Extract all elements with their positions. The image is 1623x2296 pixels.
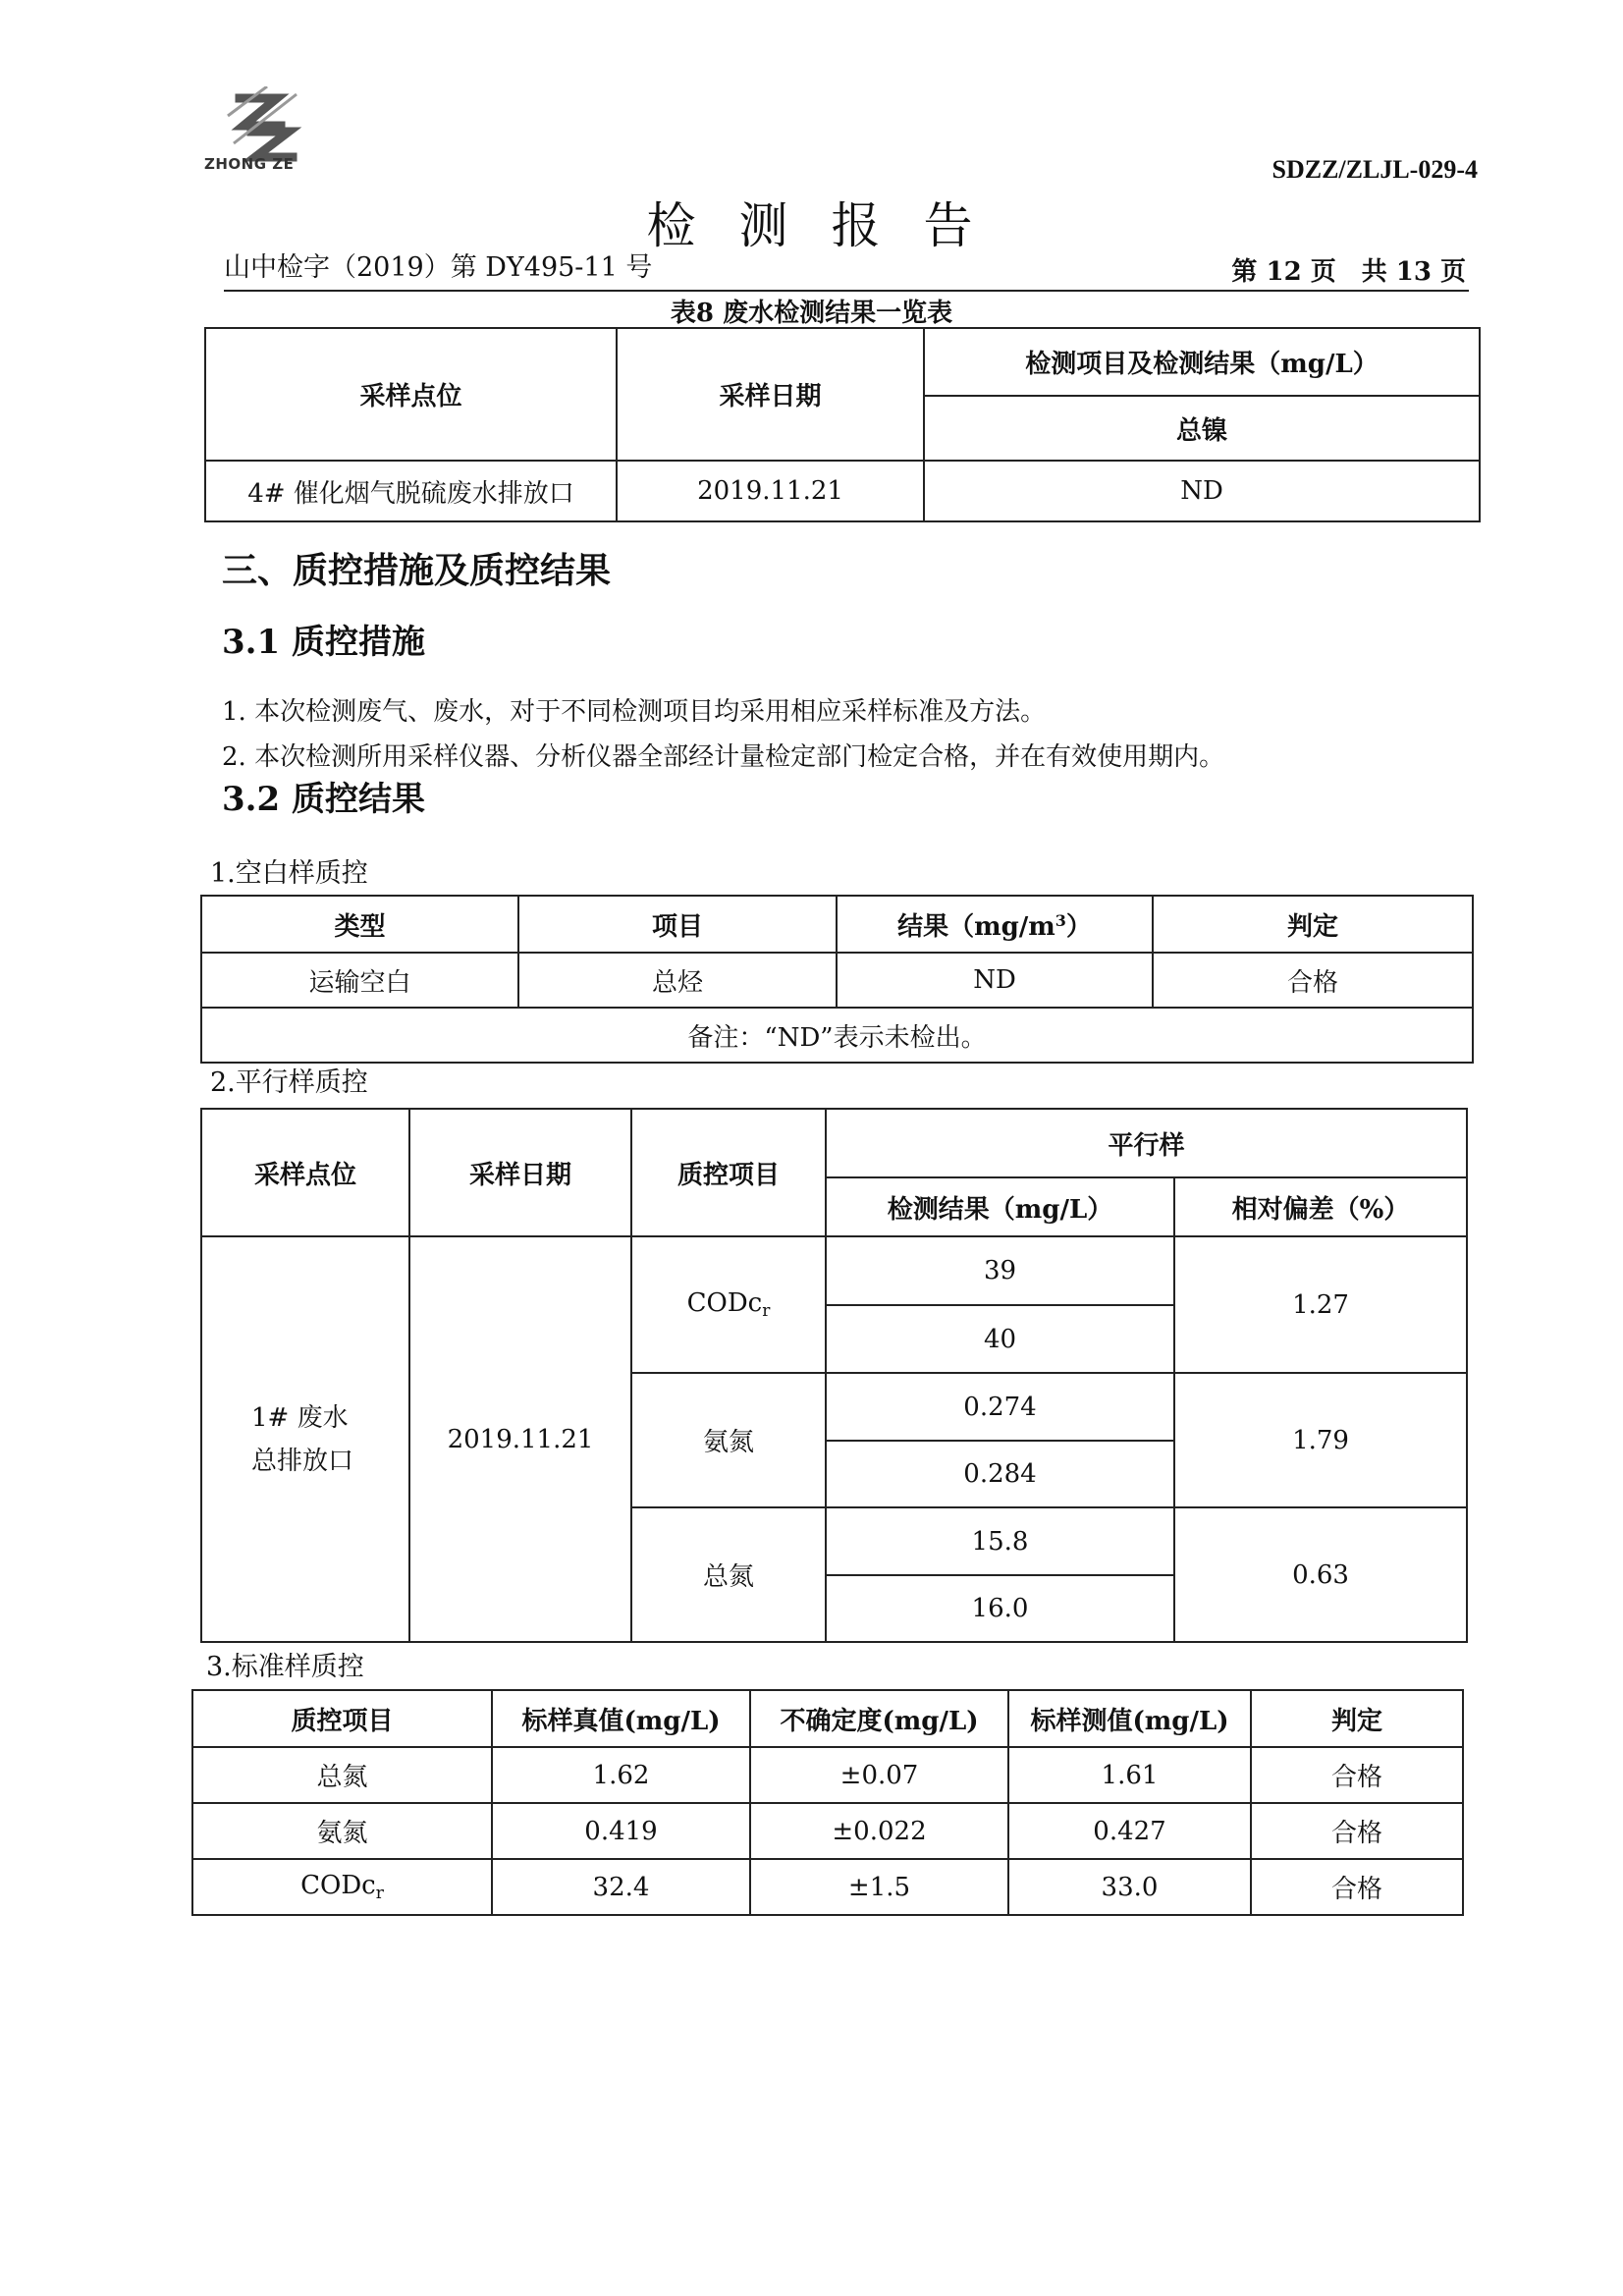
- col-header-parallel: 平行样: [826, 1109, 1467, 1177]
- col-header-item: 项目: [518, 896, 837, 953]
- cell-deviation: 1.27: [1174, 1236, 1467, 1373]
- cell-true-value: 32.4: [492, 1859, 750, 1915]
- cell-item: 氨氮: [192, 1803, 492, 1859]
- col-header-deviation: 相对偏差（%）: [1174, 1177, 1467, 1236]
- cell-item: 总氮: [192, 1747, 492, 1803]
- col-header-true-value: 标样真值(mg/L): [492, 1690, 750, 1747]
- cell-result: 39: [826, 1236, 1174, 1305]
- report-number: 山中检字（2019）第 DY495-11 号: [224, 252, 653, 283]
- cell-true-value: 0.419: [492, 1803, 750, 1859]
- cell-result: 0.284: [826, 1441, 1174, 1507]
- cell-result: 0.274: [826, 1373, 1174, 1441]
- cell-measured: 33.0: [1008, 1859, 1251, 1915]
- parallel-qc-table: [200, 1108, 1468, 1643]
- document-id: SDZZ/ZLJL-029-4: [1271, 155, 1478, 184]
- section32-title: 3.2 质控结果: [222, 780, 425, 819]
- col-header-point: 采样点位: [201, 1109, 409, 1236]
- col-header-item: 质控项目: [631, 1109, 826, 1236]
- cell-judge: 合格: [1251, 1747, 1463, 1803]
- cell-judge: 合格: [1251, 1803, 1463, 1859]
- cell-result: 15.8: [826, 1507, 1174, 1575]
- col-header-point: 采样点位: [205, 328, 617, 461]
- cell-uncertainty: ±1.5: [750, 1859, 1008, 1915]
- cell-true-value: 1.62: [492, 1747, 750, 1803]
- cell-deviation: 1.79: [1174, 1373, 1467, 1507]
- standard-qc-label: 3.标准样质控: [206, 1652, 364, 1682]
- cell-value: ND: [924, 461, 1480, 521]
- logo-text: ZHONG ZE: [204, 155, 295, 173]
- table-row: [205, 461, 1480, 521]
- blank-qc-note: 备注：“ND”表示未检出。: [201, 1008, 1473, 1063]
- cell-item: 总氮: [631, 1507, 826, 1642]
- cell-result: 16.0: [826, 1575, 1174, 1642]
- col-header-result: 结果$(mg/m^3)$: [837, 896, 1153, 953]
- col-header-judge: 判定: [1251, 1690, 1463, 1747]
- cell-measured: 0.427: [1008, 1803, 1251, 1859]
- cell-item: 氨氮: [631, 1373, 826, 1507]
- cell-result: ND: [837, 953, 1153, 1008]
- cell-date: 2019.11.21: [409, 1236, 631, 1642]
- cell-type: 运输空白: [201, 953, 518, 1008]
- parallel-qc-label: 2.平行样质控: [210, 1067, 368, 1098]
- table-row: [192, 1859, 1463, 1915]
- col-header-type: 类型: [201, 896, 518, 953]
- col-header-uncertainty: 不确定度(mg/L): [750, 1690, 1008, 1747]
- cell-uncertainty: ±0.022: [750, 1803, 1008, 1859]
- col-header-item: 质控项目: [192, 1690, 492, 1747]
- table-row: [192, 1747, 1463, 1803]
- cell-date: 2019.11.21: [617, 461, 924, 521]
- s31-item-1: 1. 本次检测废气、废水，对于不同检测项目均采用相应采样标准及方法。: [222, 697, 1047, 727]
- table-row: [201, 1236, 1467, 1305]
- cell-judge: 合格: [1251, 1859, 1463, 1915]
- cell-point: 1# 废水总排放口: [201, 1236, 409, 1642]
- table-row: [192, 1803, 1463, 1859]
- col-header-result: 检测结果（mg/L）: [826, 1177, 1174, 1236]
- col-header-group: 检测项目及检测结果（mg/L）: [924, 328, 1480, 396]
- cell-uncertainty: ±0.07: [750, 1747, 1008, 1803]
- cell-item: 总烃: [518, 953, 837, 1008]
- cell-deviation: 0.63: [1174, 1507, 1467, 1642]
- section3-title: 三、质控措施及质控结果: [222, 550, 612, 591]
- col-header-nickel: 总镍: [924, 396, 1480, 461]
- cell-measured: 1.61: [1008, 1747, 1251, 1803]
- col-header-date: 采样日期: [409, 1109, 631, 1236]
- blank-qc-label: 1.空白样质控: [210, 858, 368, 889]
- wastewater-results-table: [204, 327, 1481, 522]
- table-row: [201, 953, 1473, 1008]
- cell-judge: 合格: [1153, 953, 1473, 1008]
- cell-item: CODc$_r$: [192, 1859, 492, 1915]
- page-info: 第 12 页 共 13 页: [1231, 257, 1466, 287]
- header-rule: [224, 290, 1469, 292]
- standard-qc-table: [191, 1689, 1464, 1916]
- s31-item-2: 2. 本次检测所用采样仪器、分析仪器全部经计量检定部门检定合格，并在有效使用期内。: [222, 742, 1225, 772]
- col-header-measured: 标样测值(mg/L): [1008, 1690, 1251, 1747]
- blank-qc-table: [200, 895, 1474, 1064]
- table8-caption: 表8 废水检测结果一览表: [670, 299, 953, 328]
- col-header-judge: 判定: [1153, 896, 1473, 953]
- cell-result: 40: [826, 1305, 1174, 1373]
- cell-item: CODc$_r$: [631, 1236, 826, 1373]
- cell-point: 4# 催化烟气脱硫废水排放口: [205, 461, 617, 521]
- section31-title: 3.1 质控措施: [222, 623, 425, 662]
- page-title: 检测报告: [646, 197, 1016, 254]
- col-header-date: 采样日期: [617, 328, 924, 461]
